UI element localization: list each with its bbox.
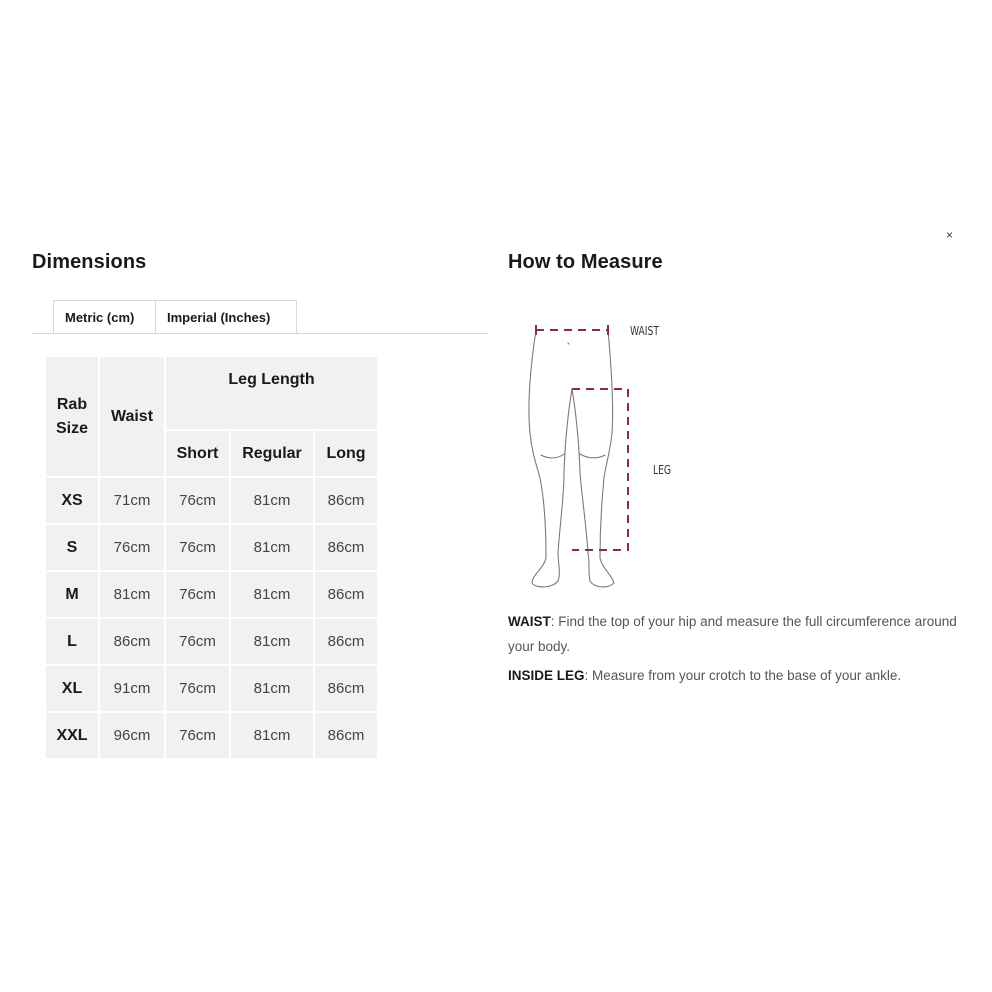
regular-cell: 81cm <box>231 666 313 711</box>
dimensions-title: Dimensions <box>32 251 147 273</box>
tab-divider <box>32 333 488 334</box>
short-cell: 76cm <box>166 525 229 570</box>
leg-diagram-label: LEG <box>653 463 672 477</box>
regular-cell: 81cm <box>231 619 313 664</box>
size-table <box>44 355 379 760</box>
table-row <box>46 572 377 617</box>
waist-diagram-label: WAIST <box>630 324 659 338</box>
short-cell: 76cm <box>166 619 229 664</box>
tab-metric[interactable]: Metric (cm) <box>53 300 156 333</box>
table-row <box>46 666 377 711</box>
how-to-measure-title: How to Measure <box>508 251 663 273</box>
long-cell: 86cm <box>315 525 377 570</box>
regular-cell: 81cm <box>231 525 313 570</box>
size-cell: S <box>46 525 98 570</box>
long-cell: 86cm <box>315 713 377 758</box>
waist-cell: 86cm <box>100 619 164 664</box>
size-cell: M <box>46 572 98 617</box>
waist-instruction-text: : Find the top of your hip and measure the full circumference around your body. <box>508 614 957 654</box>
size-cell: XS <box>46 478 98 523</box>
waist-cell: 76cm <box>100 525 164 570</box>
regular-cell: 81cm <box>231 572 313 617</box>
waist-cell: 91cm <box>100 666 164 711</box>
long-cell: 86cm <box>315 478 377 523</box>
long-cell: 86cm <box>315 572 377 617</box>
regular-cell: 81cm <box>231 478 313 523</box>
header-waist: Waist <box>100 357 164 476</box>
short-cell: 76cm <box>166 666 229 711</box>
table-row <box>46 525 377 570</box>
size-cell: XL <box>46 666 98 711</box>
short-cell: 76cm <box>166 478 229 523</box>
unit-tabs <box>53 300 297 333</box>
short-cell: 76cm <box>166 713 229 758</box>
table-row <box>46 619 377 664</box>
size-cell: L <box>46 619 98 664</box>
size-cell: XXL <box>46 713 98 758</box>
table-row <box>46 713 377 758</box>
inside-leg-term: INSIDE LEG <box>508 668 585 683</box>
waist-term: WAIST <box>508 614 551 629</box>
table-header-row <box>46 357 377 429</box>
table-row <box>46 478 377 523</box>
short-cell: 76cm <box>166 572 229 617</box>
inside-leg-instruction-text: : Measure from your crotch to the base of your ankle. <box>584 668 902 683</box>
header-regular: Regular <box>231 431 313 476</box>
measure-instructions <box>508 609 968 692</box>
header-rab-size: Rab Size <box>46 357 98 476</box>
waist-cell: 96cm <box>100 713 164 758</box>
legs-outline-icon <box>508 313 708 598</box>
waist-cell: 71cm <box>100 478 164 523</box>
long-cell: 86cm <box>315 666 377 711</box>
waist-cell: 81cm <box>100 572 164 617</box>
close-icon[interactable]: × <box>946 228 954 242</box>
waist-instruction <box>508 609 968 659</box>
header-leg-length: Leg Length <box>166 357 377 429</box>
header-long: Long <box>315 431 377 476</box>
long-cell: 86cm <box>315 619 377 664</box>
tab-imperial[interactable]: Imperial (Inches) <box>156 300 297 333</box>
regular-cell: 81cm <box>231 713 313 758</box>
inside-leg-instruction <box>508 663 968 688</box>
header-short: Short <box>166 431 229 476</box>
